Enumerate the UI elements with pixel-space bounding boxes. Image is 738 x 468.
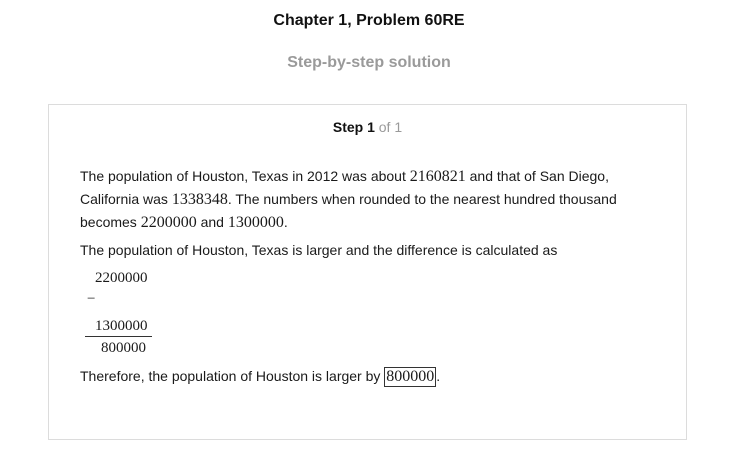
step-header — [49, 119, 686, 135]
solution-paragraph-2: The population of Houston, Texas is larger and the difference is calculated as — [80, 242, 558, 258]
solution-subtitle: Step-by-step solution — [287, 54, 451, 71]
solution-card — [48, 104, 687, 440]
calc-subtrahend: 1300000 — [95, 318, 148, 334]
solution-paragraph-1 — [80, 165, 660, 234]
houston-rounded: 2200000 — [140, 214, 197, 231]
calc-result: 800000 — [101, 340, 146, 356]
calc-operator: − — [87, 291, 96, 307]
sandiego-population: 1338348 — [171, 191, 228, 208]
calc-divider — [85, 336, 152, 337]
houston-population: 2160821 — [409, 168, 466, 185]
sandiego-rounded: 1300000 — [227, 214, 284, 231]
text-segment: and that of San Diego, California was — [80, 168, 609, 207]
solution-paragraph-3 — [80, 365, 660, 388]
text-segment: . — [283, 214, 288, 230]
step-label: Step 1 — [332, 119, 375, 135]
text-segment: . The numbers when rounded to the nearest hundred thousand becomes — [80, 191, 617, 230]
final-answer-box: 800000 — [386, 368, 435, 385]
calc-minuend: 2200000 — [95, 270, 148, 286]
text-segment: . — [436, 368, 441, 384]
text-segment: Therefore, the population of Houston is larger by — [80, 368, 385, 384]
text-segment: The population of Houston, Texas in 2012 was about — [80, 168, 410, 184]
page-title: Chapter 1, Problem 60RE — [273, 12, 465, 29]
text-segment: and — [196, 214, 228, 230]
step-count: of 1 — [378, 119, 403, 135]
